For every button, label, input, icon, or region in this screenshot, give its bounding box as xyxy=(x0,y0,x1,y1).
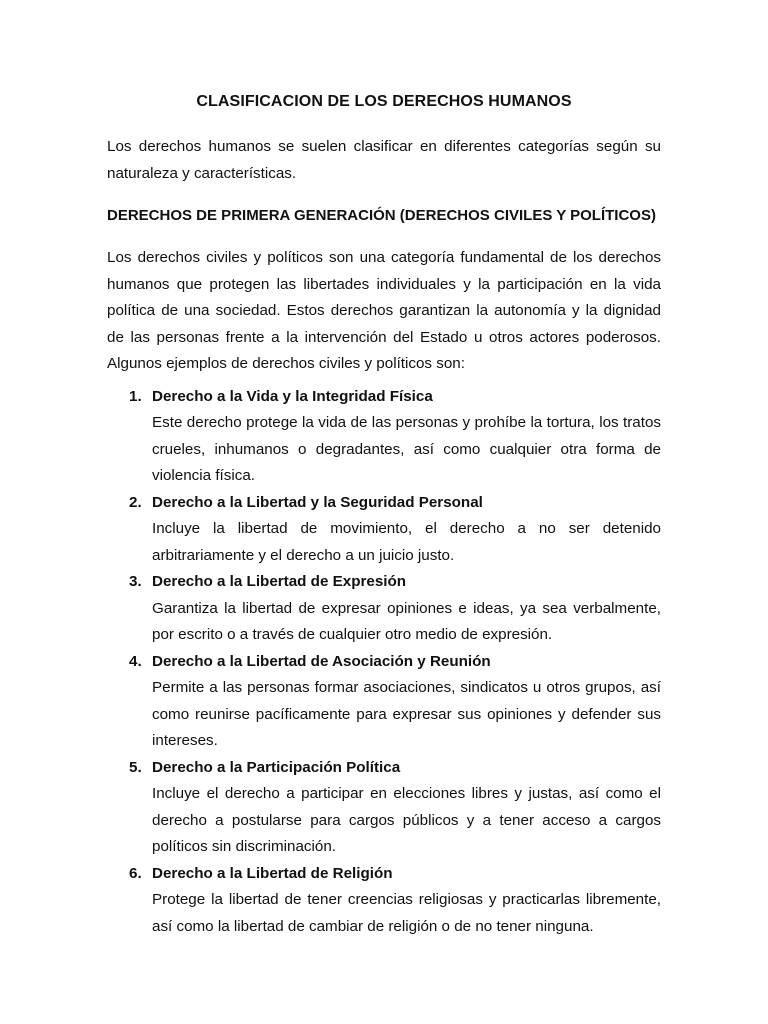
list-item-text: Este derecho protege la vida de las personas y prohíbe la tortura, los tratos crueles, inhumanos o degradantes, así como cualquier otra forma de violencia física. xyxy=(152,414,661,484)
list-item xyxy=(107,649,661,755)
list-item xyxy=(107,861,661,941)
list-item-title: Derecho a la Libertad y la Seguridad Personal xyxy=(152,493,483,511)
list-item-number: 5. xyxy=(129,758,142,776)
list-item-text: Permite a las personas formar asociaciones, sindicatos u otros grupos, así como reunirse pacíficamente para expresar sus opiniones y defender sus intereses. xyxy=(152,679,661,749)
document-page xyxy=(107,89,661,940)
intro-paragraph: Los derechos humanos se suelen clasificar en diferentes categorías según su naturaleza y características. xyxy=(107,138,661,182)
section-heading: DERECHOS DE PRIMERA GENERACIÓN (DERECHOS CIVILES Y POLÍTICOS) xyxy=(107,207,656,224)
list-item-text: Incluye el derecho a participar en elecciones libres y justas, así como el derecho a postularse para cargos públicos y a tener acceso a cargos políticos sin discriminación. xyxy=(152,785,661,855)
list-item xyxy=(107,755,661,861)
list-item-text: Garantiza la libertad de expresar opiniones e ideas, ya sea verbalmente, por escrito o a través de cualquier otro medio de expresión. xyxy=(152,599,661,643)
list-item-number: 6. xyxy=(129,864,142,882)
list-item-number: 4. xyxy=(129,652,142,670)
list-item-text: Protege la libertad de tener creencias religiosas y practicarlas libremente, así como la libertad de cambiar de religión o de no tener ninguna. xyxy=(152,891,661,935)
list-item xyxy=(107,490,661,570)
section-paragraph: Los derechos civiles y políticos son una categoría fundamental de los derechos humanos que protegen las libertades individuales y la participación en la vida política de una sociedad. Estos derechos garantizan la autonomía y la dignidad de las personas frente a la intervención del Estado u otros actores poderosos. Algunos ejemplos de derechos civiles y políticos son: xyxy=(107,249,661,372)
list-item-number: 3. xyxy=(129,573,142,590)
list-item-title: Derecho a la Participación Política xyxy=(152,758,401,776)
list-item-number: 2. xyxy=(129,493,142,511)
list-item-title: Derecho a la Libertad de Religión xyxy=(152,864,393,882)
list-item-title: Derecho a la Libertad de Asociación y Reunión xyxy=(152,652,491,670)
list-item-number: 1. xyxy=(129,387,142,405)
list-item xyxy=(107,384,661,490)
list-item-title: Derecho a la Vida y la Integridad Física xyxy=(152,387,433,405)
list-item-text: Incluye la libertad de movimiento, el derecho a no ser detenido arbitrariamente y el derecho a un juicio justo. xyxy=(152,520,661,564)
list-item-title: Derecho a la Libertad de Expresión xyxy=(152,573,407,590)
rights-list xyxy=(107,384,661,941)
document-title: CLASIFICACION DE LOS DERECHOS HUMANOS xyxy=(196,93,572,110)
list-item xyxy=(107,569,661,649)
